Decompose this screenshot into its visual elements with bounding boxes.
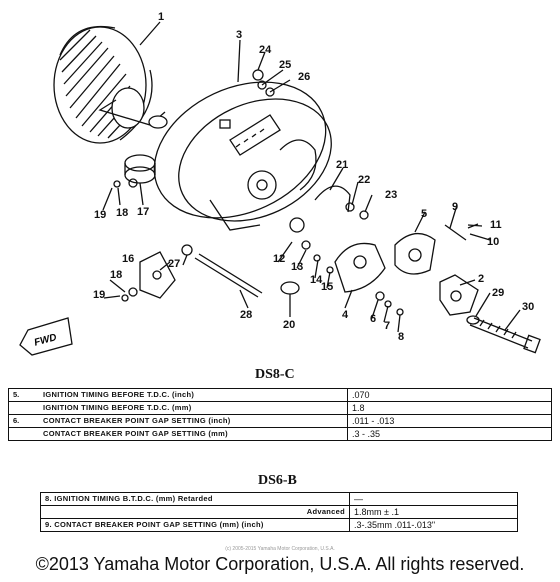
- spec-label: CONTACT BREAKER POINT GAP SETTING (mm): [39, 428, 348, 441]
- callout-29: 29: [492, 287, 505, 299]
- copyright-text: ©2013 Yamaha Motor Corporation, U.S.A. All rights reserved.: [35, 554, 525, 574]
- callout-19b: 19: [93, 289, 106, 301]
- spec-label: IGNITION TIMING BEFORE T.D.C. (inch): [39, 389, 348, 402]
- callout-5: 5: [421, 208, 428, 220]
- long-bolt: [470, 318, 532, 348]
- callout-22: 22: [358, 174, 371, 186]
- rotor-drum: [54, 27, 167, 143]
- condenser: [125, 155, 155, 183]
- callout-11: 11: [490, 219, 502, 231]
- callout-14: 14: [310, 274, 323, 286]
- callout-18a: 18: [116, 207, 129, 219]
- table-row: [9, 402, 552, 415]
- callout-19a: 19: [94, 209, 107, 221]
- callout-1: 1: [158, 11, 165, 23]
- ds6b-spec-table: [40, 492, 518, 532]
- ds6b-title: DS6-B: [258, 473, 297, 488]
- callout-2: 2: [478, 273, 485, 285]
- spec-value: .3 - .35: [348, 428, 552, 441]
- callout-23: 23: [385, 189, 398, 201]
- spec-label: 9. CONTACT BREAKER POINT GAP SETTING (mm) (inch): [41, 519, 350, 532]
- callout-26: 26: [298, 71, 311, 83]
- row-number: [9, 428, 40, 441]
- callout-12: 12: [273, 253, 286, 265]
- spec-value: 1.8: [348, 402, 552, 415]
- callout-27: 27: [168, 258, 181, 270]
- cap: [281, 282, 299, 294]
- callout-25: 25: [279, 59, 292, 71]
- spec-label: CONTACT BREAKER POINT GAP SETTING (inch): [39, 415, 348, 428]
- point-assembly: [395, 234, 435, 274]
- callout-18b: 18: [110, 269, 123, 281]
- table-row: [9, 428, 552, 441]
- table-row: [41, 506, 518, 519]
- callout-3: 3: [236, 29, 243, 41]
- row-number: [9, 402, 40, 415]
- long-screw: [195, 254, 262, 297]
- table-row: [41, 519, 518, 532]
- table-row: [9, 415, 552, 428]
- callout-21: 21: [336, 159, 349, 171]
- callout-20: 20: [283, 319, 296, 331]
- callout-28: 28: [240, 309, 253, 321]
- callout-7: 7: [384, 320, 391, 332]
- ds8c-title: DS8-C: [255, 367, 295, 382]
- spec-value: —: [350, 493, 518, 506]
- spec-label: Advanced: [41, 506, 350, 519]
- callout-10: 10: [487, 236, 500, 248]
- faint-copyright-note: (c) 2005-2015 Yamaha Motor Corporation, U.S.A.: [225, 546, 335, 552]
- callout-8: 8: [398, 331, 405, 343]
- table-row: [41, 493, 518, 506]
- stator-housing: [132, 56, 351, 245]
- spec-value: .070: [348, 389, 552, 402]
- callout-15: 15: [321, 281, 334, 293]
- callout-9: 9: [452, 201, 459, 213]
- callout-6: 6: [370, 313, 377, 325]
- callout-16: 16: [122, 253, 135, 265]
- spec-value: .011 - .013: [348, 415, 552, 428]
- ds8c-spec-table: [8, 388, 552, 441]
- washer-29: [467, 316, 479, 324]
- row-number: 5.: [9, 389, 40, 402]
- spec-label: IGNITION TIMING BEFORE T.D.C. (mm): [39, 402, 348, 415]
- fwd-label: FWD: [33, 332, 58, 349]
- spec-value: 1.8mm ± .1: [350, 506, 518, 519]
- callout-24: 24: [259, 44, 272, 56]
- callout-17: 17: [137, 206, 150, 218]
- spec-label: 8. IGNITION TIMING B.T.D.C. (mm) Retarded: [41, 493, 350, 506]
- callout-13: 13: [291, 261, 304, 273]
- callout-4: 4: [342, 309, 349, 321]
- callout-30: 30: [522, 301, 535, 313]
- spec-value: .3-.35mm .011-.013": [350, 519, 518, 532]
- lead-wire: [315, 186, 350, 212]
- table-row: [9, 389, 552, 402]
- row-number: 6.: [9, 415, 40, 428]
